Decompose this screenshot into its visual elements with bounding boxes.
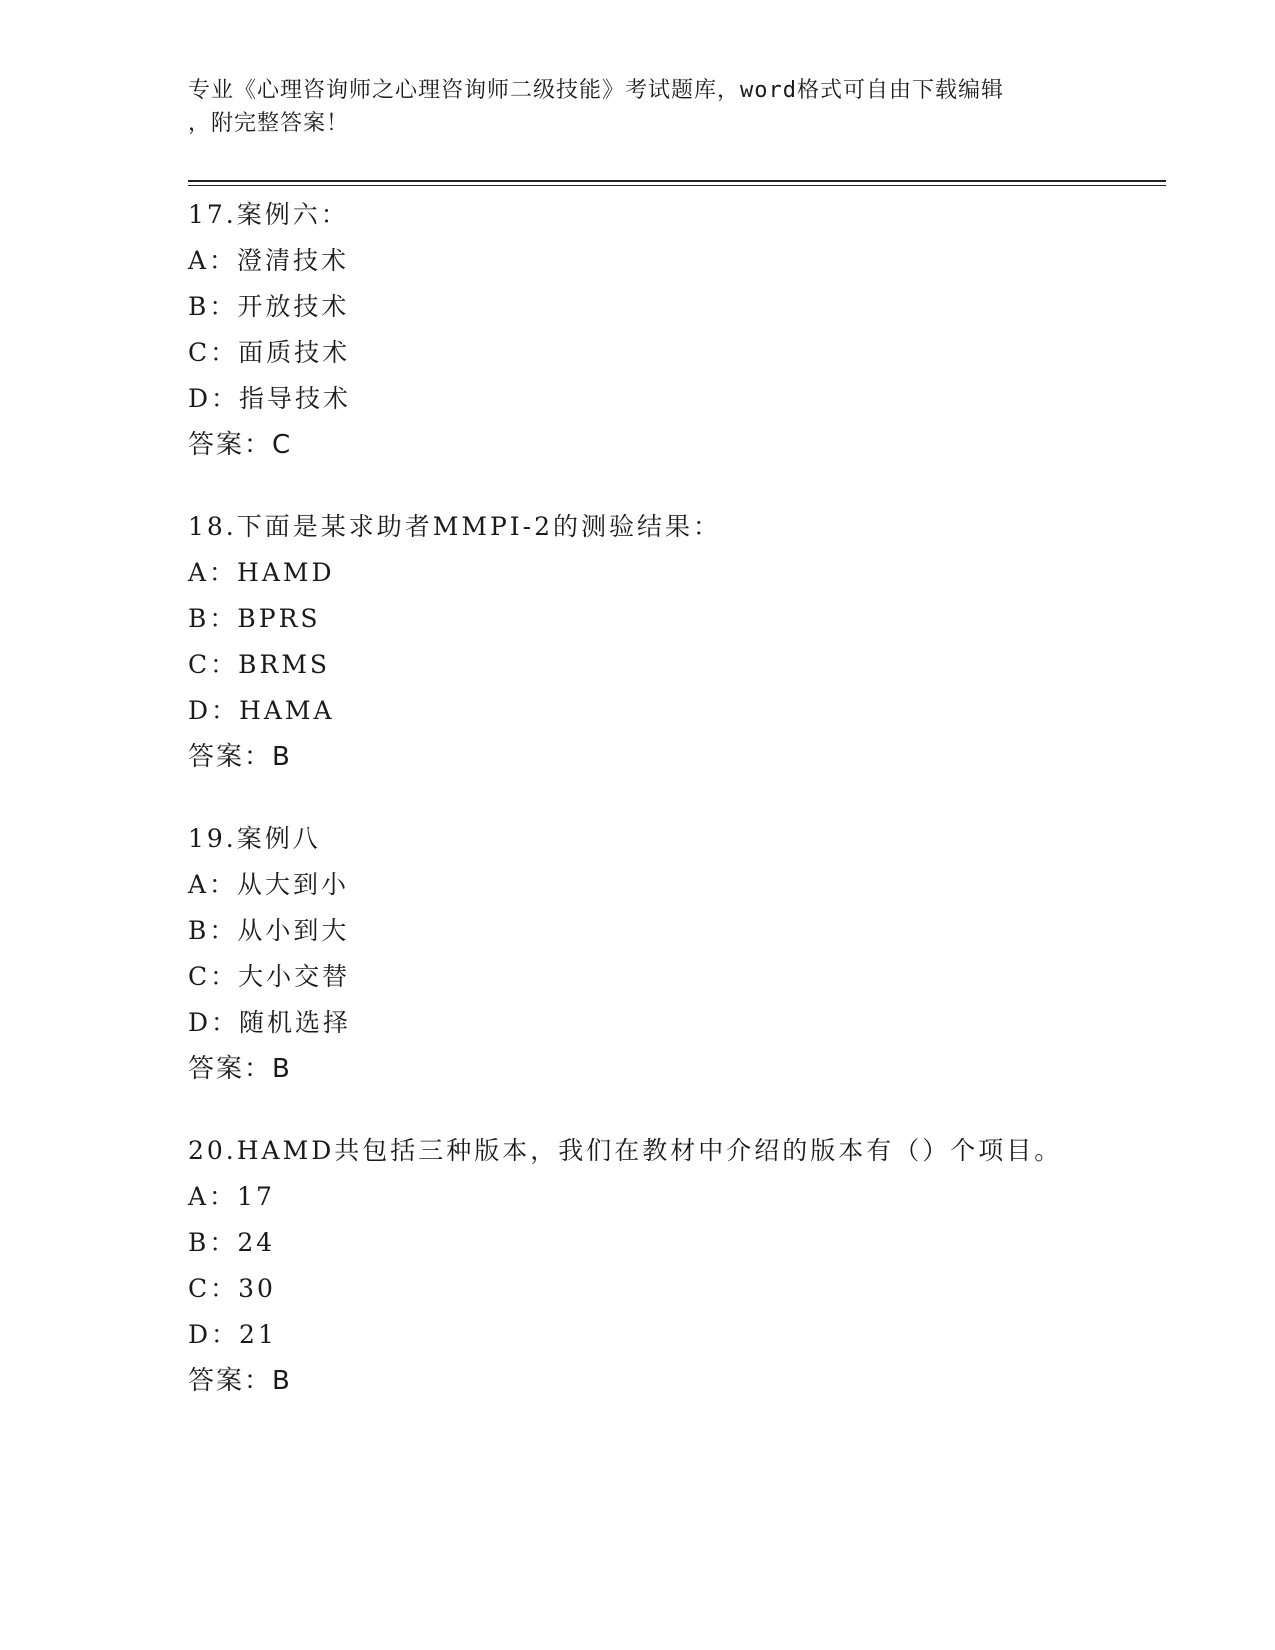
question-list	[188, 192, 1148, 1440]
answer-line: 答案：C	[188, 430, 293, 460]
header-line-2: ，附完整答案！	[188, 111, 350, 136]
option-b: B：BPRS	[188, 604, 321, 633]
option-a: A：从大到小	[188, 870, 350, 899]
question-stem: 20.HAMD共包括三种版本，我们在教材中介绍的版本有（）个项目。	[188, 1136, 1063, 1165]
option-a: A：HAMD	[188, 558, 335, 587]
answer-line: 答案：B	[188, 1054, 292, 1084]
question-stem: 17.案例六：	[188, 200, 349, 229]
document-header	[188, 74, 1068, 140]
question-stem: 18.下面是某求助者MMPI-2的测验结果：	[188, 512, 722, 541]
option-d: D：21	[188, 1320, 277, 1349]
option-b: B：24	[188, 1228, 276, 1257]
option-a: A：17	[188, 1182, 275, 1211]
option-c: C：大小交替	[188, 962, 351, 991]
option-c: C：面质技术	[188, 338, 351, 367]
option-d: D：指导技术	[188, 384, 352, 413]
question-20	[188, 1128, 1148, 1404]
option-b: B：开放技术	[188, 292, 350, 321]
option-c: C：BRMS	[188, 650, 331, 679]
answer-line: 答案：B	[188, 742, 292, 772]
question-stem: 19.案例八	[188, 824, 321, 853]
option-c: C：30	[188, 1274, 276, 1303]
question-19	[188, 816, 1148, 1092]
option-d: D：随机选择	[188, 1008, 352, 1037]
question-18	[188, 504, 1148, 780]
header-divider	[188, 180, 1166, 182]
option-d: D：HAMA	[188, 696, 335, 725]
option-a: A：澄清技术	[188, 246, 350, 275]
header-line-1: 专业《心理咨询师之心理咨询师二级技能》考试题库，word格式可自由下载编辑	[188, 78, 1004, 103]
answer-line: 答案：B	[188, 1366, 292, 1396]
question-17	[188, 192, 1148, 468]
option-b: B：从小到大	[188, 916, 350, 945]
header-divider-thin	[188, 185, 1166, 186]
